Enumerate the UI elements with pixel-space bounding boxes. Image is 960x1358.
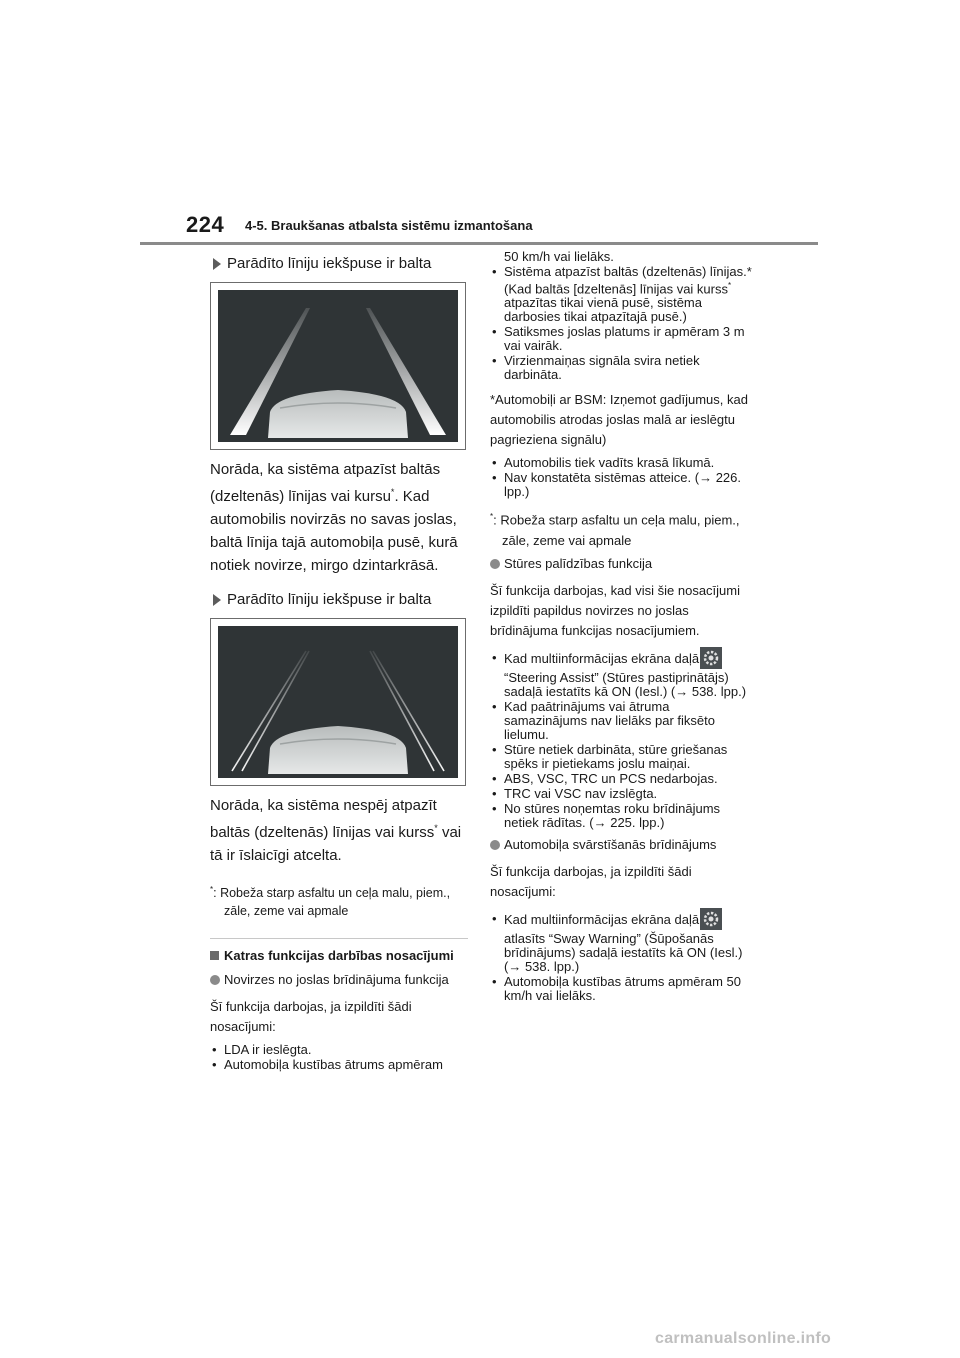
bsm-note: *Automobiļi ar BSM: Izņemot gadījumus, kad automobilis atrodas joslas malā ar ieslēgtu pagrieziena signālu)	[490, 392, 748, 448]
ldw-heading-text: Novirzes no joslas brīdinājuma funkcija	[224, 972, 449, 988]
divider	[210, 938, 468, 939]
list-item: • Automobiļa kustības ātrums apmēram 50 km/h vai lielāks.	[490, 975, 752, 1003]
square-bullet-icon	[210, 951, 219, 960]
list-item: • No stūres noņemtas roku brīdinājums netiek rādītas. (→ 225. lpp.)	[490, 802, 752, 830]
section-heading-text: Parādīto līniju iekšpuse ir balta	[227, 591, 432, 608]
conditions-heading-text: Katras funkcijas darbības nosacījumi	[224, 948, 454, 964]
sway-warning-list	[490, 908, 752, 1003]
header-title: 4-5. Braukšanas atbalsta sistēmu izmantošana	[245, 218, 533, 233]
circle-bullet-icon	[210, 975, 220, 985]
steering-assist-heading	[490, 557, 752, 571]
steering-assist-list	[490, 647, 752, 830]
circle-bullet-icon	[490, 840, 500, 850]
list-item: • TRC vai VSC nav izslēgta.	[490, 787, 752, 801]
footnote-boundary-right: *: Robeža starp asfaltu un ceļa malu, piem., zāle, zeme vai apmale	[490, 512, 740, 548]
list-item: • Sistēma atpazīst baltās (dzeltenās) līnijas.* (Kad baltās [dzeltenās] līnijas vai kurss* atpazītas tikai vienā pusē, sistēma darbosies tikai atpazītajā pusē.)	[490, 265, 752, 324]
list-item: • Satiksmes joslas platums ir apmēram 3 m vai vairāk.	[490, 325, 752, 353]
section-heading-not-recognized	[210, 591, 468, 608]
list-item: • LDA ir ieslēgta.	[210, 1043, 468, 1057]
section-heading-text: Parādīto līniju iekšpuse ir balta	[227, 255, 432, 272]
list-item: • Automobiļa kustības ātrums apmēram	[210, 1058, 468, 1072]
sway-warning-heading-text: Automobiļa svārstīšanās brīdinājums	[504, 836, 717, 852]
lane-display-outline	[218, 626, 458, 778]
sway-warning-heading	[490, 838, 752, 852]
ldw-conditions-list-more	[490, 456, 752, 499]
list-item: • Kad paātrinājums vai ātruma samazinājums nav lielāks par fiksēto lielumu.	[490, 700, 752, 742]
list-item: • Automobilis tiek vadīts krasā līkumā.	[490, 456, 752, 470]
triangle-right-icon	[213, 594, 221, 606]
circle-bullet-icon	[490, 559, 500, 569]
list-item: • Virzienmaiņas signāla svira netiek darbināta.	[490, 354, 752, 382]
page-number: 224	[186, 212, 225, 237]
section1-description: Norāda, ka sistēma atpazīst baltās (dzeltenās) līnijas vai kursu*. Kad automobilis novirzās no savas joslas, baltā līnija tajā automobiļa pusē, kurā notiek novirze, mirgo dzintarkrāsā.	[210, 461, 458, 574]
watermark: carmanualsonline.info	[655, 1330, 832, 1347]
ldw-conditions-list-cont	[490, 250, 752, 382]
section-heading-recognized	[210, 255, 468, 272]
gear-icon	[700, 908, 722, 930]
list-item-continuation: “Steering Assist” (Stūres pastiprinātājs) sadaļā iestatīts kā ON (Iesl.) (→ 538. lpp.)	[504, 669, 747, 699]
display-illustration-outline-lines	[210, 618, 466, 786]
left-column	[210, 255, 468, 1080]
display-illustration-solid-lines	[210, 282, 466, 450]
sway-warning-intro: Šī funkcija darbojas, ja izpildīti šādi nosacījumi:	[490, 863, 692, 899]
gear-icon	[700, 647, 722, 669]
triangle-right-icon	[213, 258, 221, 270]
list-item: • ABS, VSC, TRC un PCS nedarbojas.	[490, 772, 752, 786]
list-item-continuation: atlasīts “Sway Warning” (Šūpošanās brīdinājums) sadaļā iestatīts kā ON (Iesl.) (→ 538. lpp.)	[504, 930, 743, 974]
ldw-conditions-list	[210, 1043, 468, 1072]
section2-description: Norāda, ka sistēma nespēj atpazīt baltās (dzeltenās) līnijas vai kurss* vai tā ir īslaicīgi atcelta.	[210, 797, 462, 864]
ldw-heading	[210, 973, 468, 987]
list-item: • Nav konstatēta sistēmas atteice. (→ 226. lpp.)	[490, 471, 752, 499]
steering-assist-intro: Šī funkcija darbojas, kad visi šie nosacījumi izpildīti papildus novirzes no joslas brīdinājuma funkcijas nosacījumiem.	[490, 582, 741, 638]
list-item: • Stūre netiek darbināta, stūre griešanas spēks ir pietiekams joslu maiņai.	[490, 743, 752, 771]
lane-display-solid	[218, 290, 458, 442]
steering-assist-heading-text: Stūres palīdzības funkcija	[504, 555, 653, 571]
list-item-continuation: 50 km/h vai lielāks.	[504, 249, 614, 264]
right-column	[490, 250, 752, 1011]
ldw-intro: Šī funkcija darbojas, ja izpildīti šādi nosacījumi:	[210, 999, 412, 1035]
list-item: • Kad multiinformācijas ekrāna daļā	[490, 908, 752, 931]
footnote-boundary: *: Robeža starp asfaltu un ceļa malu, piem., zāle, zeme vai apmale	[210, 885, 451, 919]
conditions-heading	[210, 949, 468, 963]
header-rule	[140, 242, 818, 245]
list-item: • Kad multiinformācijas ekrāna daļā	[490, 647, 752, 670]
